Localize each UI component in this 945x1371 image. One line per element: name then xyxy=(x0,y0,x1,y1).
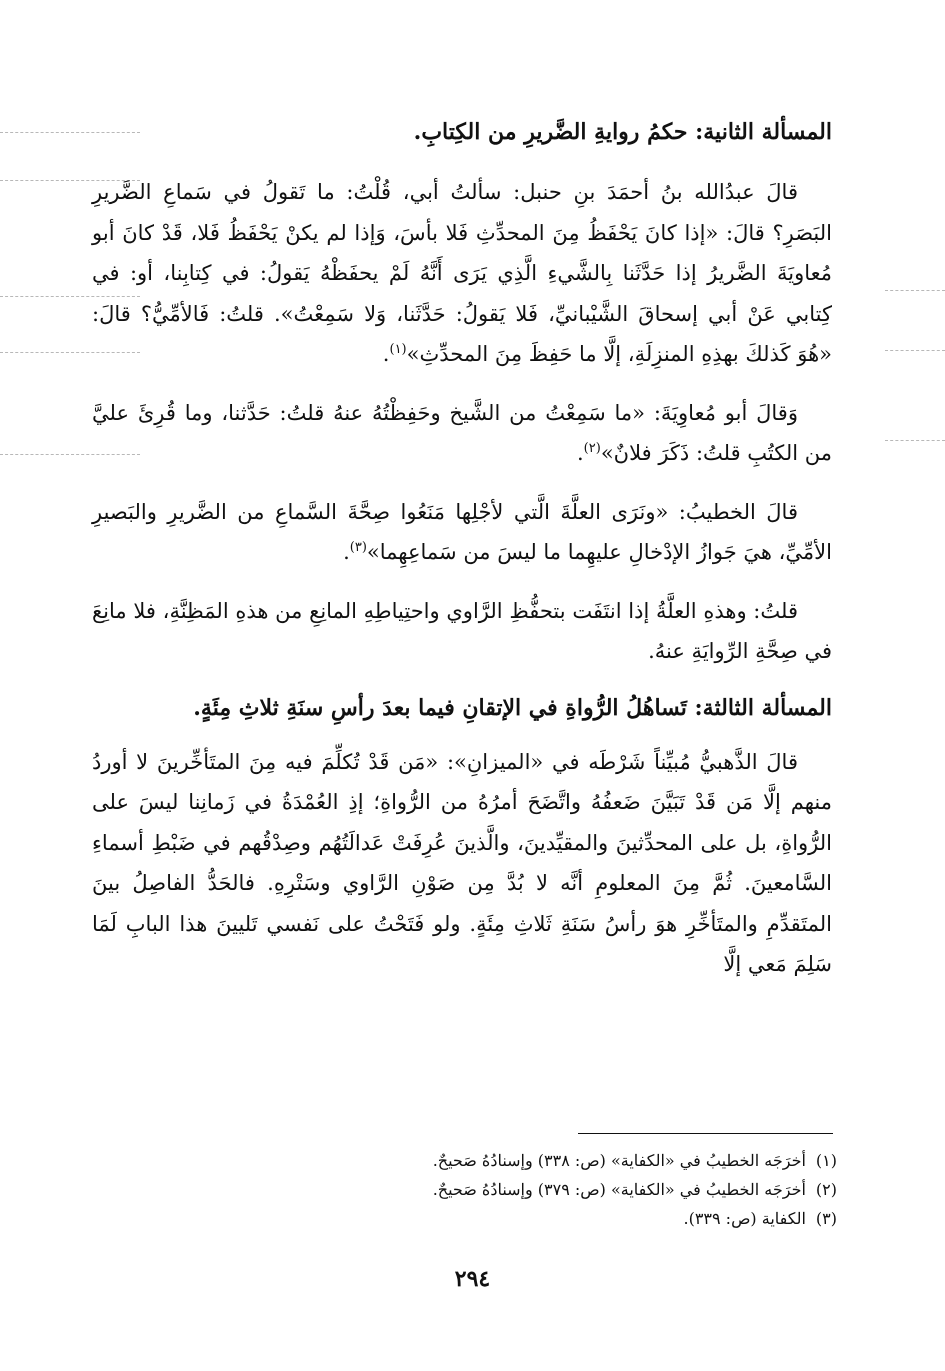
margin-scan-mark xyxy=(885,440,945,441)
footnote xyxy=(197,1204,837,1233)
footnote-number: (٢) xyxy=(815,1180,837,1199)
page-number: ٢٩٤ xyxy=(454,1266,491,1292)
footnote-ref[interactable]: (١) xyxy=(389,342,407,357)
paragraph-end: . xyxy=(343,540,350,564)
paragraph xyxy=(92,172,832,375)
footnote-divider xyxy=(578,1133,833,1134)
paragraph-end: . xyxy=(382,342,390,366)
paragraph-text: وَقالَ أبو مُعاوِيَةَ: «ما سَمِعْتُ من الشَّيخ وحَفِظْتُهُ عنهُ قلتُ: حَدَّثنا، وما قُرِئَ عليَّ من الكتُبِ قلتُ: ذَكَرَ فلانٌ» xyxy=(92,400,832,465)
paragraph xyxy=(92,591,832,672)
footnote-ref[interactable]: (٣) xyxy=(349,540,367,555)
footnote xyxy=(197,1146,837,1175)
footnote-number: (٣) xyxy=(815,1209,837,1228)
footnote-number: (١) xyxy=(815,1151,837,1170)
footnote xyxy=(197,1175,837,1204)
paragraph: قالَ الذَّهبيُّ مُبيِّناً شَرْطَه في «الميزانِ»: «مَن قَدْ تُكلِّمَ فيه مِنَ المتَأخِّرينَ لا أوردُ منهم إلَّا مَن قَدْ تَبَيَّنَ ضَعفُهُ واتَّضَحَ أمرُهُ من الرُّواةِ؛ إذِ العُمْدَةُ في زَمانِنا ليسَ على الرُّواةِ، بل على المحدِّثينَ والمقيِّدينَ، والَّذينَ عُرِفَتْ عَدالَتُهُم وصِدْقُهم في ضَبْطِ أسماءِ السَّامعينَ. ثُمَّ مِنَ المعلومِ أنَّه لا بُدَّ مِن صَوْنِ الرَّاوي وسَتْرِهِ. فالحَدُّ الفاصِلُ بينَ المتَقدِّمِ والمتَأخِّرِ هوَ رأسُ سَنَةِ ثَلاثِ مِئَةٍ. ولو فَتَحْتُ على نَفسي تَليينَ هذا البابِ لَمَا سَلِمَ مَعي إلَّا xyxy=(92,749,832,976)
paragraph-end: . xyxy=(576,441,584,465)
paragraph xyxy=(92,492,832,573)
footnote-text: أخرَجَه الخطيبُ في «الكفاية» (ص: ٣٧٩) وإسنادُهُ صَحيحٌ. xyxy=(432,1180,806,1199)
footnotes xyxy=(197,1146,837,1233)
margin-scan-mark xyxy=(885,350,945,351)
paragraph xyxy=(92,393,832,474)
paragraph-text: قلتُ: وهذهِ العلَّةُ إذا انتَفَت بتحفُّظِ الرَّاوي واحتِياطِهِ المانِعِ من هذهِ المَظِنَّةِ، فلا مانِعَ في صِحَّةِ الرِّوايَةِ عنهُ. xyxy=(92,598,832,663)
margin-scan-mark xyxy=(885,290,945,291)
main-text xyxy=(92,112,832,1003)
paragraph-text: قالَ عبدُالله بنُ أحمَدَ بنِ حنبل: سألتُ أبي، قُلْتُ: ما تَقولُ في سَماعِ الضَّريرِ البَصَرِ؟ قالَ: «إذا كانَ يَحْفَظُ مِنَ المحدِّثِ فَلا بأسَ، وَإذا لم يكنْ يَحْفَظُ فَلا، قَدْ كانَ أبو مُعاويَةَ الضَّريرُ إذا حَدَّثَنا بِالشَّيءِ الَّذِي يَرَى أَنَّهُ لَمْ يحفَظْهُ يَقولُ: في كِتابِنا، أو: في كِتابي عَنْ أبي إسحاقَ الشَّيْبانيِّ، فَلا يَقولُ: حَدَّثَنا، وَلا سَمِعْتُ». قلتُ: فَالأمِّيُّ؟ قالَ: «هُوَ كَذلكَ بهذِهِ المنزِلَةِ، إلَّا ما حَفِظَ مِنَ المحدِّثِ» xyxy=(92,180,832,366)
section-heading: المسألة الثالثة: تَساهُلُ الرُّواةِ في الإتقانِ فيما بعدَ رأسِ سنَةِ ثلاثِ مِئَةٍ. xyxy=(193,694,832,721)
footnote-text: الكفاية (ص: ٣٣٩). xyxy=(683,1209,806,1228)
footnote-ref[interactable]: (٢) xyxy=(583,441,601,456)
paragraph-text: قالَ الخطيبُ: «ونَرَى العلَّةَ الَّتي لأجْلِها مَنَعُوا صِحَّةَ السَّماعِ من الضَّريرِ والبَصيرِ الأمِّيِّ، هيَ جَوازُ الإدْخالِ عليهِما ما ليسَ من سَماعِهِما» xyxy=(92,499,832,564)
section-heading: المسألة الثانية: حكمُ روايةِ الضَّريرِ من الكِتابِ. xyxy=(413,119,832,145)
footnote-text: أخرَجَه الخطيبُ في «الكفاية» (ص: ٣٣٨) وإسنادُهُ صَحيحٌ. xyxy=(432,1151,806,1170)
